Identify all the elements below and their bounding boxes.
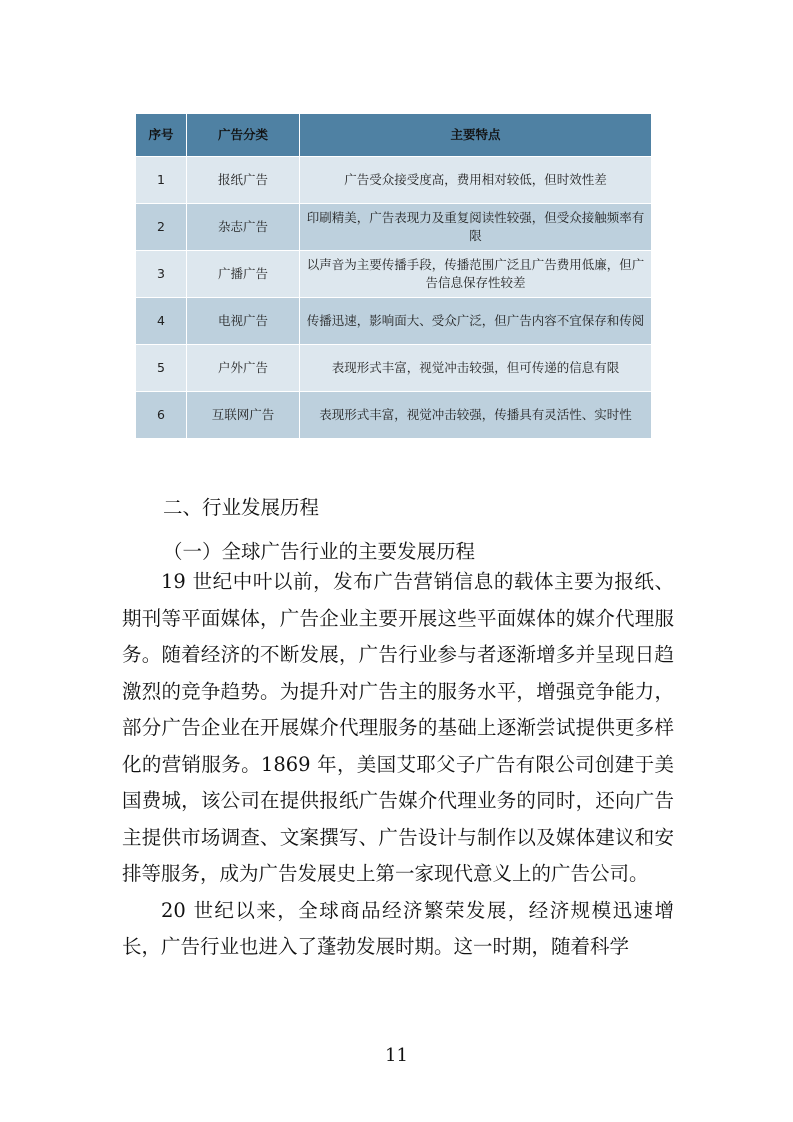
cell-category: 互联网广告 xyxy=(187,392,300,439)
cell-category: 户外广告 xyxy=(187,345,300,392)
cell-no: 4 xyxy=(136,298,187,345)
cell-feature: 以声音为主要传播手段，传播范围广泛且广告费用低廉，但广告信息保存性较差 xyxy=(300,251,652,298)
cell-category: 报纸广告 xyxy=(187,157,300,204)
cell-category: 广播广告 xyxy=(187,251,300,298)
table-row xyxy=(136,251,652,298)
header-category: 广告分类 xyxy=(187,114,300,157)
paragraph: 20 世纪以来，全球商品经济繁荣发展，经济规模迅速增长，广告行业也进入了蓬勃发展时期。这一时期，随着科学 xyxy=(122,898,674,958)
header-no: 序号 xyxy=(136,114,187,157)
table-row xyxy=(136,345,652,392)
ad-category-table xyxy=(135,113,652,439)
cell-feature: 广告受众接受度高，费用相对较低，但时效性差 xyxy=(300,157,652,204)
paragraph: 19 世纪中叶以前，发布广告营销信息的载体主要为报纸、期刊等平面媒体，广告企业主要开展这些平面媒体的媒介代理服务。随着经济的不断发展，广告行业参与者逐渐增多并呈现日趋激烈的竞争趋势。为提升对广告主的服务水平，增强竞争能力，部分广告企业在开展媒介代理服务的基础上逐渐尝试提供更多样化的营销服务。1869 年，美国艾耶父子广告有限公司创建于美国费城，该公司在提供报纸广告媒介代理业务的同时，还向广告主提供市场调查、文案撰写、广告设计与制作以及媒体建议和安排等服务，成为广告发展史上第一家现代意义上的广告公司。 xyxy=(122,570,674,885)
cell-feature: 传播迅速，影响面大、受众广泛，但广告内容不宜保存和传阅 xyxy=(300,298,652,345)
cell-no: 5 xyxy=(136,345,187,392)
cell-feature: 表现形式丰富，视觉冲击较强，但可传递的信息有限 xyxy=(300,345,652,392)
cell-no: 6 xyxy=(136,392,187,439)
cell-no: 1 xyxy=(136,157,187,204)
cell-no: 3 xyxy=(136,251,187,298)
table-row xyxy=(136,392,652,439)
section-heading: 二、行业发展历程 xyxy=(163,496,320,519)
body-text xyxy=(122,564,674,966)
table-header-row xyxy=(136,114,652,157)
table-row xyxy=(136,204,652,251)
table-row xyxy=(136,157,652,204)
cell-no: 2 xyxy=(136,204,187,251)
cell-feature: 印刷精美，广告表现力及重复阅读性较强，但受众接触频率有限 xyxy=(300,204,652,251)
subsection-heading: （一）全球广告行业的主要发展历程 xyxy=(163,540,476,563)
cell-category: 杂志广告 xyxy=(187,204,300,251)
page-number: 11 xyxy=(385,1045,408,1066)
cell-category: 电视广告 xyxy=(187,298,300,345)
table-row xyxy=(136,298,652,345)
header-feature: 主要特点 xyxy=(300,114,652,157)
cell-feature: 表现形式丰富，视觉冲击较强，传播具有灵活性、实时性 xyxy=(300,392,652,439)
